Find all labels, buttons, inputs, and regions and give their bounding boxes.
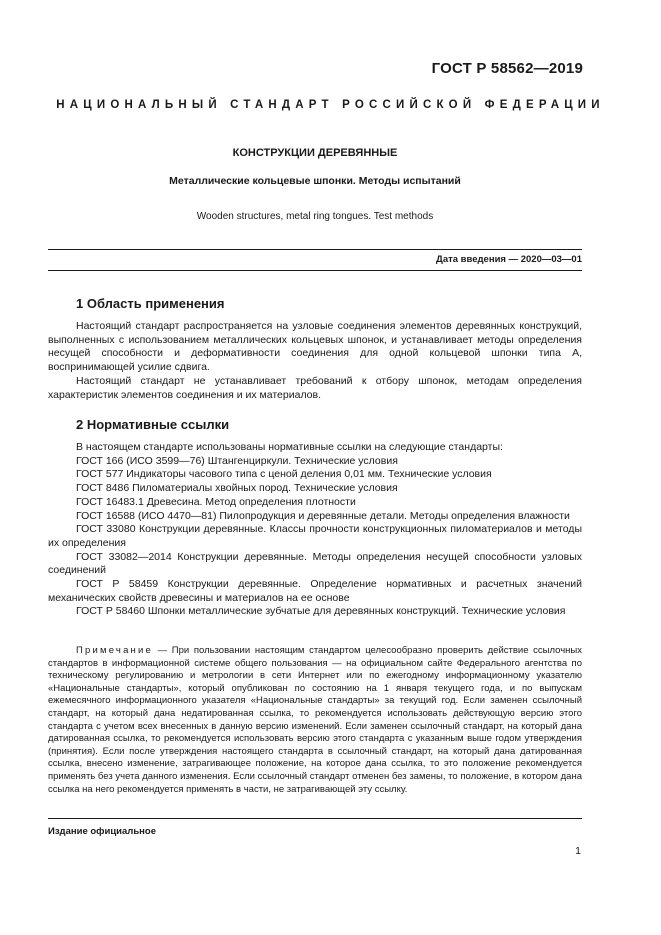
reference-item: ГОСТ 8486 Пиломатериалы хвойных пород. Технические условия [76,482,398,495]
edition-label: Издание официальное [48,826,156,837]
national-standard-banner: НАЦИОНАЛЬНЫЙ СТАНДАРТ РОССИЙСКОЙ ФЕДЕРАЦИИ [56,99,605,111]
reference-item: ГОСТ Р 58460 Шпонки металлические зубчатые для деревянных конструкций. Технические условия [76,605,566,618]
reference-item: ГОСТ 33082—2014 Конструкции деревянные. Методы определения несущей способности узловых соединений [48,550,582,577]
section-1-body [48,320,582,402]
document-title: КОНСТРУКЦИИ ДЕРЕВЯННЫЕ [232,147,398,159]
section-1-paragraph: Настоящий стандарт распространяется на узловые соединения элементов деревянных конструкций, выполненных с использованием металлических кольцевых шпонок, и устанавливает методы определения несущей способности и деформативности соединения для одной кольцевой шпонки типа А, воспринимающей усилие сдвига. [48,320,582,374]
top-divider [48,249,582,250]
english-title: Wooden structures, metal ring tongues. Test methods [196,211,434,222]
note-block [48,645,582,796]
note-text: — При пользовании настоящим стандартом целесообразно проверить действие ссылочных стандартов в информационной системе общего пользования — на официальном сайте Федерального агентства по техническому регулированию и метрологии в сети Интернет или по ежегодному информационному указателю «Национальные стандарты», который опубликован по состоянию на 1 января текущего года, и по выпускам ежемесячного информационного указателя «Национальные стандарты» за текущий год. Если заменен ссылочный стандарт, на который дана недатированная ссылка, то рекомендуется использовать действующую версию этого стандарта с учетом всех внесенных в данную версию изменений. Если заменен ссылочный стандарт, на который дана датированная ссылка, то рекомендуется использовать версию этого стандарта с указанным выше годом утверждения (принятия). Если после утверждения настоящего стандарта в ссылочный стандарт, на который дана датированная ссылка, внесено изменение, затрагивающее положение, на которое дана ссылка, то это положение рекомендуется применять без учета данного изменения. Если ссылочный стандарт отменен без замены, то положение, в котором дана ссылка на него рекомендуется применять в части, не затрагивающей эту ссылку. [48,645,582,795]
reference-item: ГОСТ 16588 (ИСО 4470—81) Пилопродукция и деревянные детали. Методы определения влажности [76,509,570,522]
reference-item: ГОСТ 33080 Конструкции деревянные. Классы прочности конструкционных пиломатериалов и методы их определения [48,523,582,549]
note-label: Примечание [76,645,153,656]
section-2-heading: 2 Нормативные ссылки [76,417,230,432]
reference-item: ГОСТ 16483.1 Древесина. Метод определения плотности [76,495,356,508]
document-subtitle: Металлические кольцевые шпонки. Методы испытаний [169,175,461,187]
reference-item: ГОСТ Р 58459 Конструкции деревянные. Определение нормативных и расчетных значений механических свойств древесины и материалов на ее основе [48,578,582,604]
section-1-paragraph: Настоящий стандарт не устанавливает требований к отбору шпонок, методам определения характеристик элементов соединения и их материалов. [48,374,582,401]
references-list [48,441,582,619]
page-number: 1 [575,845,581,857]
reference-item: ГОСТ 577 Индикаторы часового типа с ценой деления 0,01 мм. Технические условия [76,468,492,481]
section-1-heading: 1 Область применения [76,296,225,311]
effective-date: Дата введения — 2020—03—01 [436,254,582,265]
references-intro: В настоящем стандарте использованы нормативные ссылки на следующие стандарты: [76,441,503,453]
reference-item: ГОСТ 166 (ИСО 3599—76) Штангенциркули. Технические условия [76,454,398,467]
date-divider [48,270,582,271]
standard-number: ГОСТ Р 58562—2019 [431,60,583,77]
footer-divider [48,818,582,819]
